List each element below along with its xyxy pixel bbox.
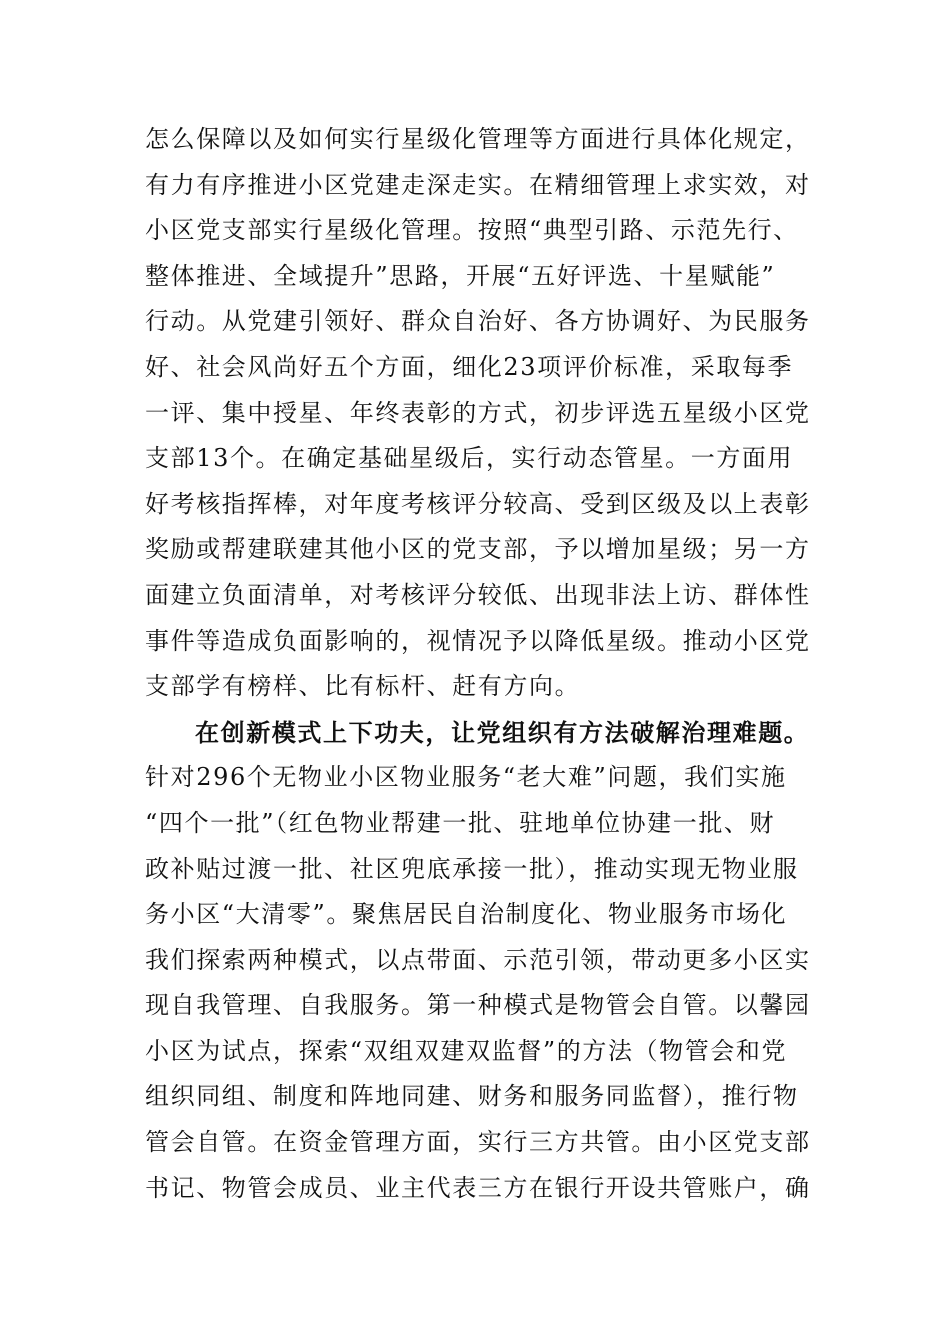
text-line: 现自我管理、自我服务。第一种模式是物管会自管。以馨园 bbox=[145, 991, 811, 1020]
text-line: 小区为试点，探索“双组双建双监督”的方法（物管会和党 bbox=[145, 1036, 788, 1065]
text-line: 怎么保障以及如何实行星级化管理等方面进行具体化规定， bbox=[145, 125, 811, 153]
paragraph-heading: 在创新模式上下功夫，让党组织有方法破解治理难题。 bbox=[195, 717, 810, 747]
text-line: 我们探索两种模式，以点带面、示范引领，带动更多小区实 bbox=[145, 945, 811, 974]
text-line: 好、社会风尚好五个方面，细化23项评价标准，采取每季 bbox=[145, 352, 794, 381]
paragraph-2 bbox=[145, 710, 810, 1212]
text-line: 支部13个。在确定基础星级后，实行动态管星。一方面用 bbox=[145, 444, 794, 473]
text-line: 事件等造成负面影响的，视情况予以降低星级。推动小区党 bbox=[145, 626, 811, 655]
text-line: 针对296个无物业小区物业服务“老大难”问题，我们实施 bbox=[145, 763, 787, 792]
text-line: 一评、集中授星、年终表彰的方式，初步评选五星级小区党 bbox=[145, 398, 811, 427]
text-line: 书记、物管会成员、业主代表三方在银行开设共管账户，确 bbox=[145, 1173, 811, 1202]
text-line: 面建立负面清单，对考核评分较低、出现非法上访、群体性 bbox=[145, 580, 811, 609]
body-text bbox=[145, 117, 810, 1211]
text-line: 小区党支部实行星级化管理。按照“典型引路、示范先行、 bbox=[145, 216, 799, 245]
text-line: 管会自管。在资金管理方面，实行三方共管。由小区党支部 bbox=[145, 1128, 811, 1157]
text-line: 政补贴过渡一批、社区兜底承接一批），推动实现无物业服 bbox=[145, 854, 799, 883]
text-line: 奖励或帮建联建其他小区的党支部，予以增加星级；另一方 bbox=[145, 535, 811, 564]
paragraph-1 bbox=[145, 117, 810, 710]
text-line: 组织同组、制度和阵地同建、财务和服务同监督），推行物 bbox=[145, 1082, 799, 1111]
text-line: “四个一批”（红色物业帮建一批、驻地单位协建一批、财 bbox=[145, 808, 776, 837]
text-line: 务小区“大清零”。聚焦居民自治制度化、物业服务市场化 bbox=[145, 900, 788, 929]
text-line: 支部学有榜样、比有标杆、赶有方向。 bbox=[145, 672, 581, 701]
text-line: 有力有序推进小区党建走深走实。在精细管理上求实效，对 bbox=[145, 170, 811, 199]
text-line: 整体推进、全域提升”思路，开展“五好评选、十星赋能” bbox=[145, 261, 776, 290]
text-line: 好考核指挥棒，对年度考核评分较高、受到区级及以上表彰 bbox=[145, 489, 811, 518]
text-line: 行动。从党建引领好、群众自治好、各方协调好、为民服务 bbox=[145, 307, 811, 336]
